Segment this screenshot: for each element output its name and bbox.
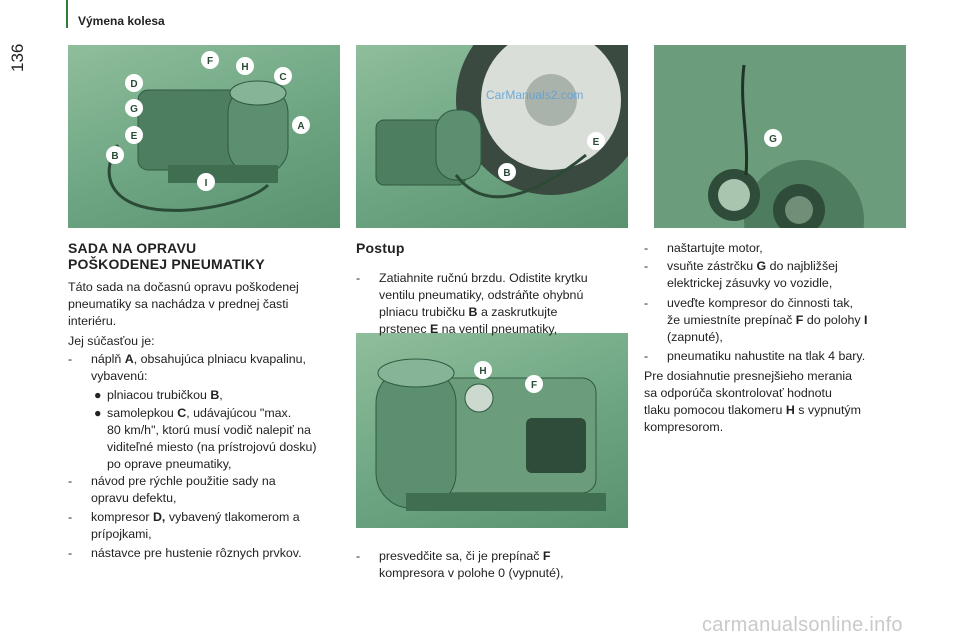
kit-label: H [241,62,249,73]
repair-kit-illustration [68,45,340,228]
kit-label: F [206,56,214,67]
kit-label: G [130,104,138,115]
kit-label: A [297,121,305,132]
kit-label: E [130,131,138,142]
kit-label: B [111,151,119,162]
section-header: Výmena kolesa [78,14,165,28]
kit-title: SADA NA OPRAVU POŠKODENEJ PNEUMATIKY [68,240,265,272]
kit-contains: Jej súčasťou je: [68,334,155,348]
compressor-illustration [356,333,628,528]
inline-watermark: CarManuals2.com [486,88,584,102]
kit-label: I [204,178,208,189]
wheel-label: E [592,137,600,148]
photo-power-socket [654,45,906,228]
kit-label: D [130,79,138,90]
photo-compressor-switch [356,333,628,528]
photo-repair-kit [68,45,340,228]
wheel-illustration [356,45,628,228]
socket-illustration [654,45,906,228]
compressor-label: F [530,380,538,391]
measurement-note: Pre dosiahnutie presnejšieho merania sa odporúča skontrolovať hodnotu tlaku pomocou tlakomeru H s vypnutým kompresorom. [644,369,861,434]
kit-intro: Táto sada na dočasnú opravu poškodenej pneumatiky sa nachádza v prednej časti interiéru. [68,280,299,328]
procedure-title: Postup [356,240,405,256]
socket-label: G [769,134,777,145]
header-rule [66,0,68,28]
footer-watermark: carmanualsonline.info [702,614,903,636]
photo-wheel-valve [356,45,628,228]
kit-label: C [279,72,287,83]
wheel-label: B [503,168,511,179]
compressor-label: H [479,366,487,377]
page-number: 136 [8,43,27,72]
